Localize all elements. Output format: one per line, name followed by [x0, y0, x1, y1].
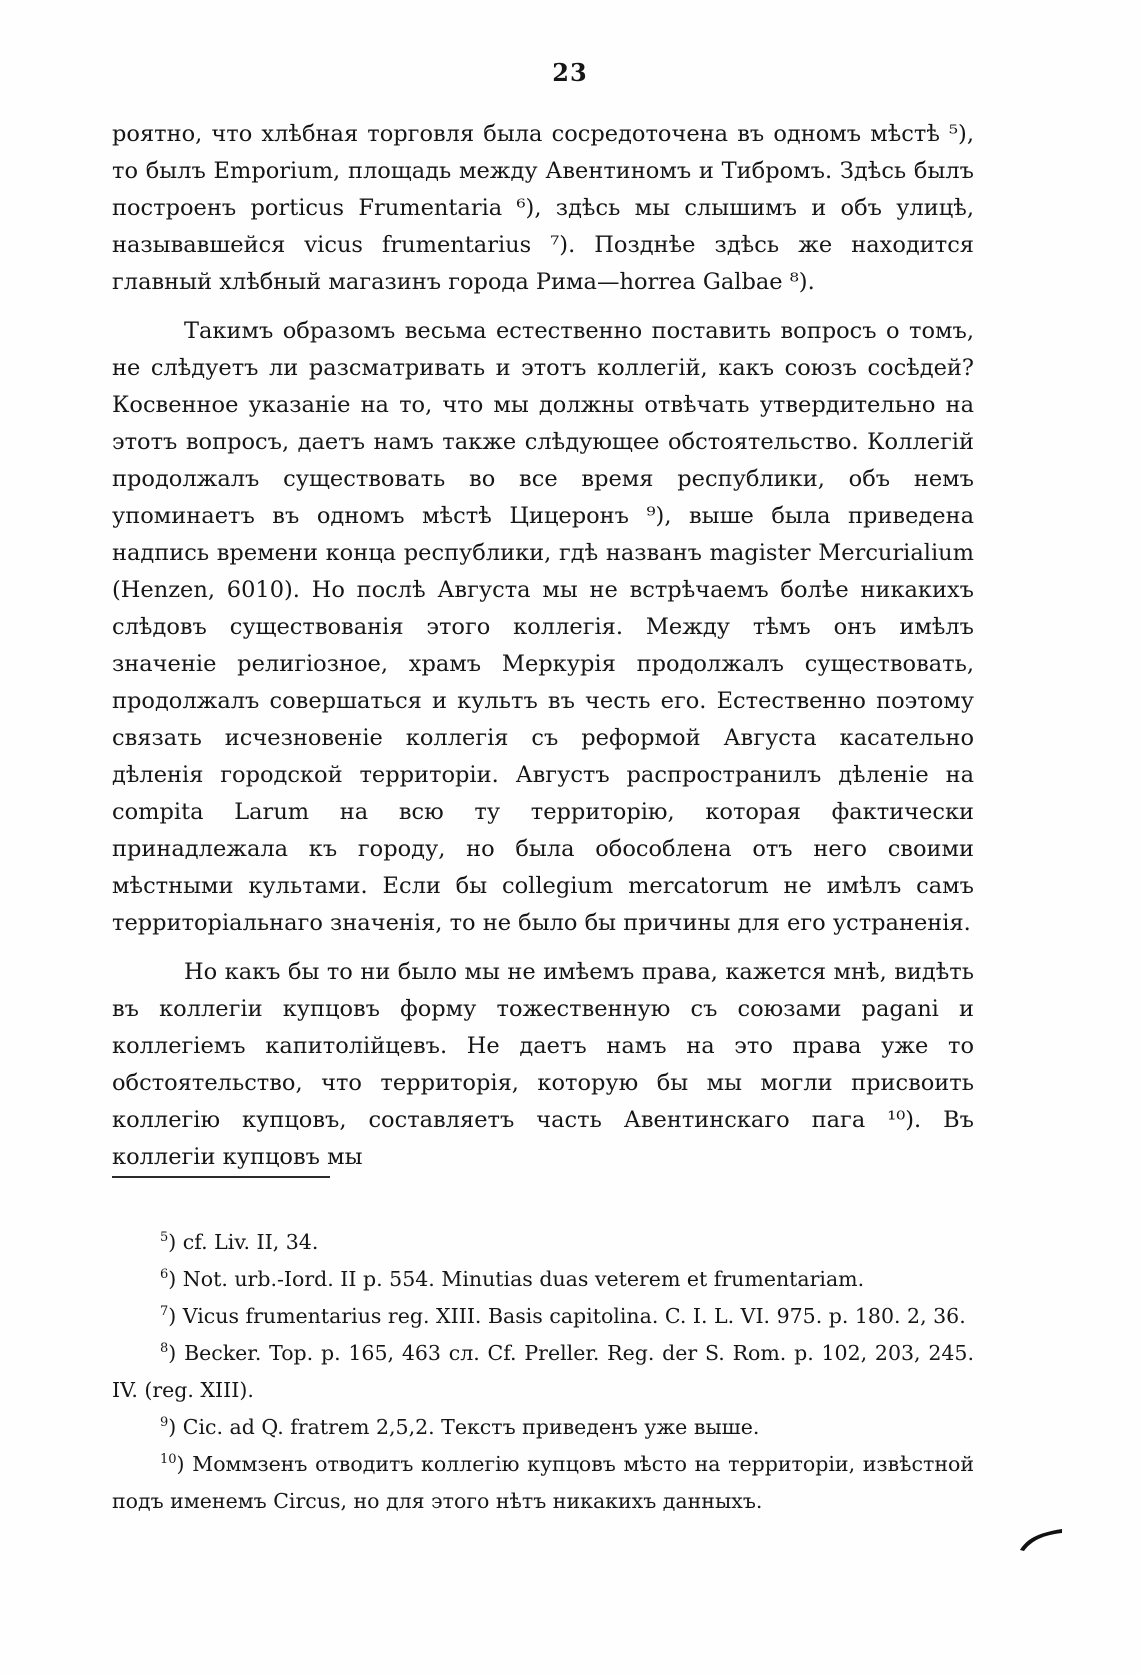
footnote-text: Becker. Top. p. 165, 463 сл. Cf. Preller. Reg. der S. Rom. p. 102, 203, 245. IV. (reg. XIII).: [112, 1341, 974, 1402]
footnote-marker: 6: [160, 1267, 169, 1283]
printer-mark-icon: [1018, 1526, 1064, 1552]
footnote-text: Vicus frumentarius reg. XIII. Basis capitolina. C. I. L. VI. 975. p. 180. 2, 36.: [182, 1304, 966, 1328]
footnote-paren: ): [168, 1267, 183, 1291]
footnote-marker: 9: [160, 1415, 169, 1431]
footnote-7: [112, 1298, 974, 1335]
footnote-text: Not. urb.-Iord. II p. 554. Minutias duas veterem et frumentariam.: [182, 1267, 865, 1291]
main-text: [112, 116, 974, 1176]
page-number: 23: [552, 58, 588, 87]
paragraph-3: Но какъ бы то ни было мы не имѣемъ права, кажется мнѣ, видѣть въ коллегіи купцовъ форму тожественную съ союзами pagani и коллегіемъ капитолійцевъ. Не даетъ намъ на это права уже то обстоятельство, что территорія, которую бы мы могли присвоить коллегію купцовъ, составляетъ часть Авентинскаго пага ¹⁰). Въ коллегіи купцовъ мы: [112, 959, 974, 1170]
footnote-paren: ): [176, 1452, 193, 1476]
footnote-9: [112, 1409, 974, 1446]
paragraph-1: роятно, что хлѣбная торговля была сосредоточена въ одномъ мѣстѣ ⁵), то былъ Emporium, площадь между Авентиномъ и Тибромъ. Здѣсь былъ построенъ porticus Frumentaria ⁶), здѣсь мы слышимъ и объ улицѣ, называвшейся vicus frumentarius ⁷). Позднѣе здѣсь же находится главный хлѣбный магазинъ города Рима—horrea Galbae ⁸).: [112, 121, 974, 295]
footnote-5: [112, 1224, 974, 1261]
footnote-marker: 8: [160, 1341, 169, 1357]
footnote-paren: ): [168, 1341, 185, 1365]
footnote-text: Моммзенъ отводитъ коллегію купцовъ мѣсто на территоріи, извѣстной подъ именемъ Circus, но для этого нѣтъ никакихъ данныхъ.: [112, 1452, 974, 1513]
footnote-text: cf. Liv. II, 34.: [182, 1230, 319, 1254]
footnote-text: Cic. ad Q. fratrem 2,5,2. Текстъ приведенъ уже выше.: [182, 1415, 760, 1439]
footnote-divider: [112, 1176, 330, 1178]
footnote-paren: ): [168, 1415, 183, 1439]
footnote-8: [112, 1335, 974, 1409]
footnotes: [112, 1224, 974, 1520]
footnote-marker: 5: [160, 1230, 169, 1246]
paragraph-2: Такимъ образомъ весьма естественно поставить вопросъ о томъ, не слѣдуетъ ли разсматривать и этотъ коллегій, какъ союзъ сосѣдей? Косвенное указаніе на то, что мы должны отвѣчать утвердительно на этотъ вопросъ, даетъ намъ также слѣдующее обстоятельство. Коллегій продолжалъ существовать во все время республики, объ немъ упоминаетъ въ одномъ мѣстѣ Цицеронъ ⁹), выше была приведена надпись времени конца республики, гдѣ названъ magister Mercurialium (Henzen, 6010). Но послѣ Августа мы не встрѣчаемъ болѣе никакихъ слѣдовъ существованія этого коллегія. Между тѣмъ онъ имѣлъ значеніе религіозное, храмъ Меркурія продолжалъ существовать, продолжалъ совершаться и культъ въ честь его. Естественно поэтому связать исчезновеніе коллегія съ реформой Августа касательно дѣленія городской территоріи. Августъ распространилъ дѣленіе на compita Larum на всю ту территорію, которая фактически принадлежала къ городу, но была обособлена отъ него своими мѣстными культами. Если бы collegium mercatorum не имѣлъ самъ территоріальнаго значенія, то не было бы причины для его устраненія.: [112, 318, 974, 936]
footnote-10: [112, 1446, 974, 1520]
footnote-6: [112, 1261, 974, 1298]
footnote-paren: ): [168, 1304, 183, 1328]
footnote-paren: ): [168, 1230, 183, 1254]
footnote-marker: 10: [160, 1452, 177, 1468]
footnote-marker: 7: [160, 1304, 169, 1320]
